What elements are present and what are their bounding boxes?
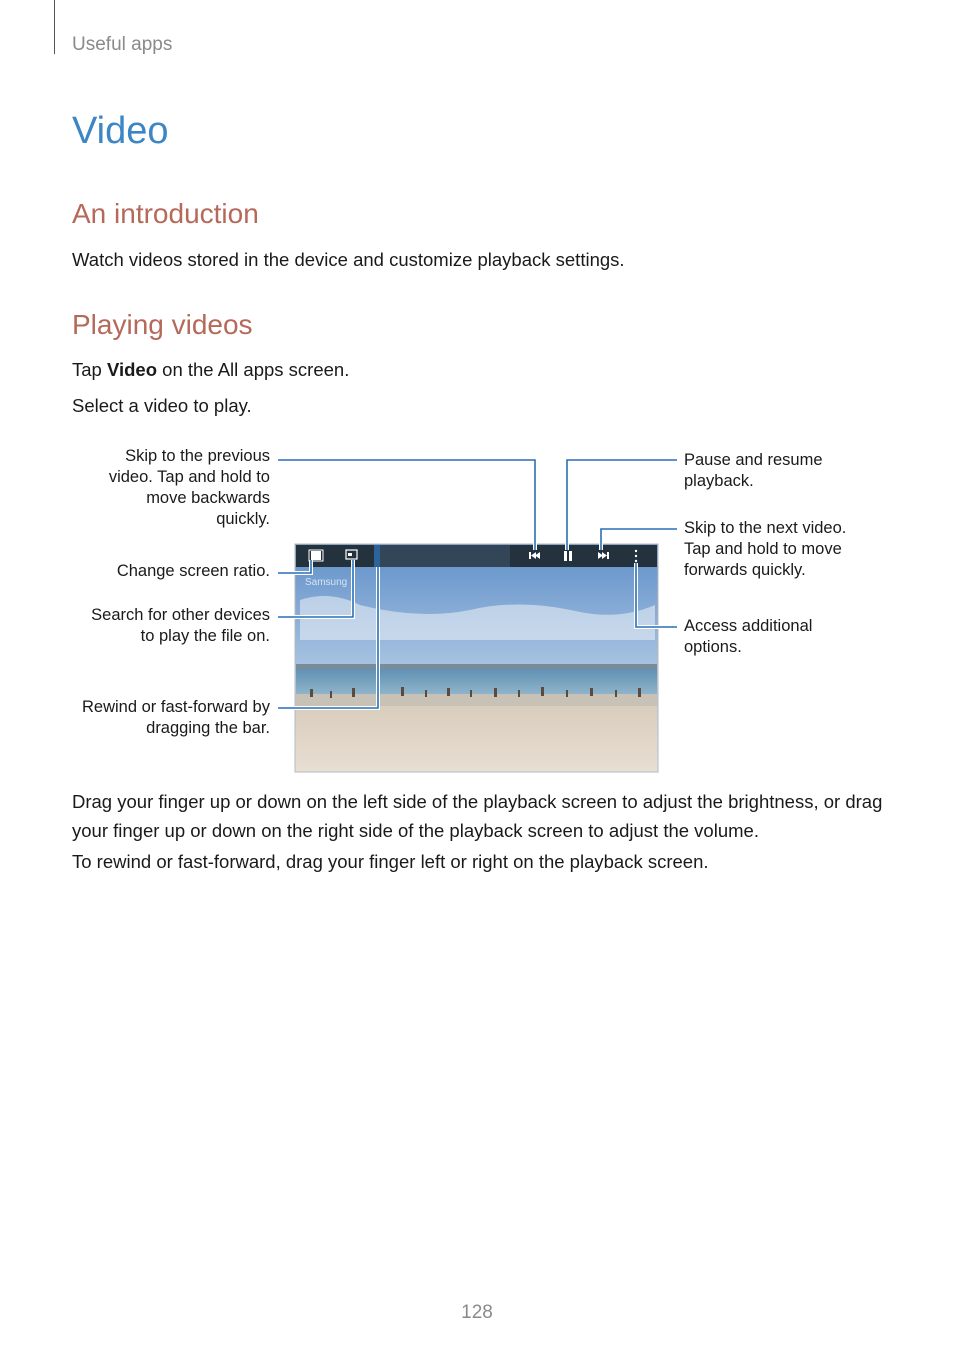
callout-search-devices: Search for other devices to play the file on. [91, 606, 270, 645]
page-number: 128 [461, 1302, 493, 1323]
video-frame[interactable] [295, 544, 658, 772]
screen-ratio-icon[interactable] [309, 550, 323, 561]
step1-bold: Video [106, 359, 158, 380]
heading-playing-videos: Playing videos [72, 309, 253, 340]
callout-more-options: Access additional options. [684, 617, 813, 656]
step1-post: on the All apps screen. [157, 359, 350, 380]
step-select-video: Select a video to play. [72, 395, 252, 416]
callout-skip-previous: Skip to the previous video. Tap and hold to move backwards quickly. [108, 447, 270, 528]
progress-bar-handle[interactable] [374, 545, 380, 567]
page-title: Video [72, 110, 169, 152]
step1-pre: Tap [72, 359, 107, 380]
callout-pause-resume: Pause and resume playback. [684, 451, 823, 490]
paragraph-rewind: To rewind or fast-forward, drag your finger left or right on the playback screen. [72, 851, 709, 872]
section-header: Useful apps [72, 34, 173, 55]
intro-text: Watch videos stored in the device and customize playback settings. [72, 249, 625, 270]
more-options-icon[interactable] [635, 550, 637, 562]
video-watermark: Samsung [305, 577, 348, 588]
callout-skip-next: Skip to the next video. Tap and hold to move forwards quickly. [684, 519, 847, 579]
paragraph-brightness-volume: Drag your finger up or down on the left side of the playback screen to adjust the brightness, or drag your finger up or down on the right side of the playback screen to adjust the volume. [72, 791, 883, 841]
control-bar-left [296, 545, 374, 567]
heading-introduction: An introduction [72, 198, 259, 229]
callout-rewind-ff: Rewind or fast-forward by dragging the bar. [82, 698, 270, 737]
callout-change-ratio: Change screen ratio. [116, 562, 270, 580]
